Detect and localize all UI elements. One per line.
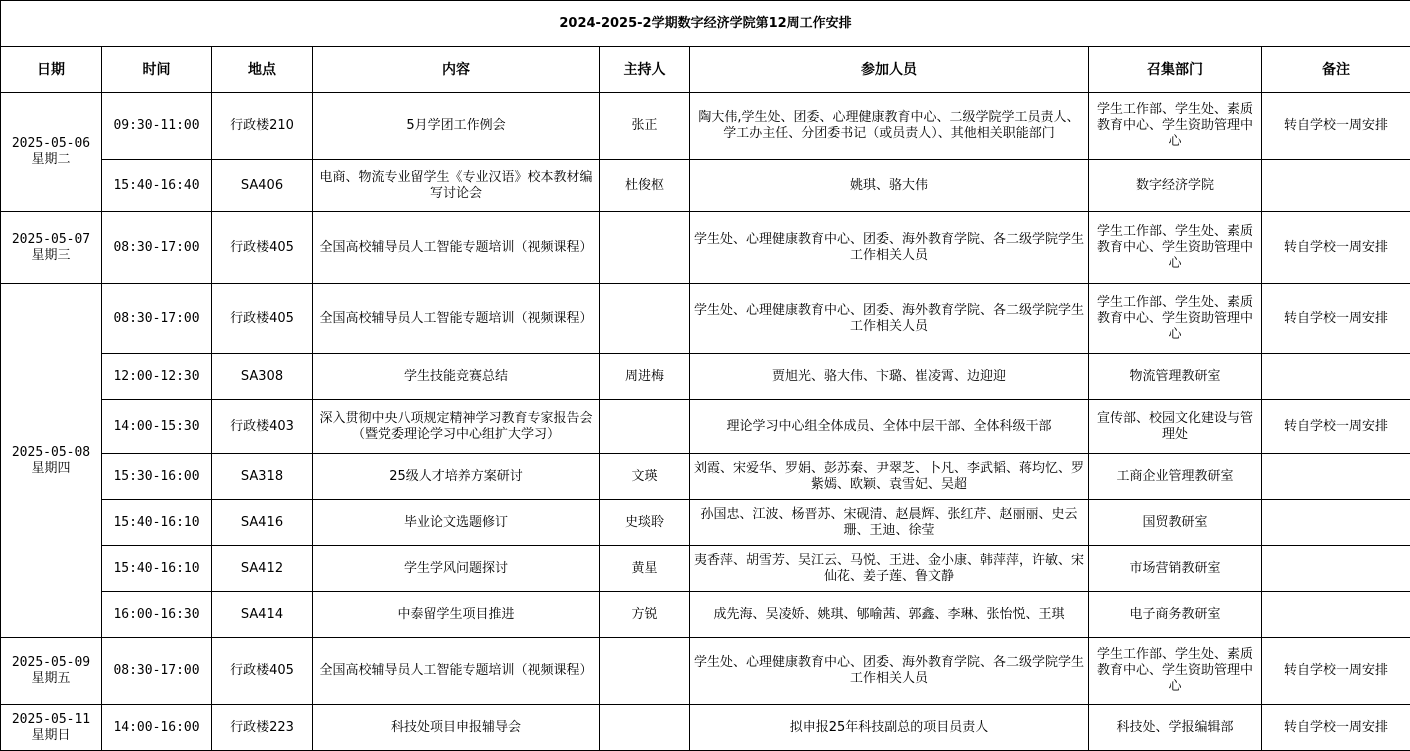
note-cell: 转自学校一周安排 [1262,284,1410,354]
header-place: 地点 [212,47,313,93]
content-cell: 学生学风问题探讨 [313,546,600,592]
note-cell: 转自学校一周安排 [1262,93,1410,160]
dept-cell: 学生工作部、学生处、素质教育中心、学生资助管理中心 [1089,93,1262,160]
host-cell [600,638,690,705]
table-row [1,354,1410,400]
header-host: 主持人 [600,47,690,93]
dept-cell: 电子商务教研室 [1089,592,1262,638]
time-cell: 09:30-11:00 [102,93,212,160]
attendees-cell: 陶大伟,学生处、团委、心理健康教育中心、二级学院学工员责人、学工办主任、分团委书记（或员责人）、其他相关职能部门 [690,93,1089,160]
attendees-cell: 夷香萍、胡雪芳、吴江云、马悦、王进、金小康、韩萍萍，许敏、宋仙花、姜子莲、鲁文静 [690,546,1089,592]
content-cell: 学生技能竞赛总结 [313,354,600,400]
content-cell: 电商、物流专业留学生《专业汉语》校本教材编写讨论会 [313,160,600,212]
table-row [1,400,1410,454]
weekday-value: 星期五 [5,671,97,687]
weekday-value: 星期三 [5,248,97,264]
place-cell: 行政楼405 [212,284,313,354]
content-cell: 25级人才培养方案研讨 [313,454,600,500]
time-cell: 12:00-12:30 [102,354,212,400]
table-row [1,592,1410,638]
time-cell: 15:40-16:10 [102,500,212,546]
content-cell: 全国高校辅导员人工智能专题培训（视频课程） [313,212,600,284]
date-cell [1,284,102,638]
attendees-cell: 孙国忠、江波、杨晋苏、宋砚清、赵晨辉、张红芹、赵丽丽、史云珊、王迪、徐莹 [690,500,1089,546]
note-cell [1262,354,1410,400]
host-cell: 张正 [600,93,690,160]
table-row [1,454,1410,500]
content-cell: 5月学团工作例会 [313,93,600,160]
header-date: 日期 [1,47,102,93]
time-cell: 15:40-16:10 [102,546,212,592]
host-cell: 文瑛 [600,454,690,500]
table-row [1,93,1410,160]
note-cell: 转自学校一周安排 [1262,705,1410,751]
attendees-cell: 学生处、心理健康教育中心、团委、海外教育学院、各二级学院学生工作相关人员 [690,212,1089,284]
dept-cell: 宣传部、校园文化建设与管理处 [1089,400,1262,454]
time-cell: 08:30-17:00 [102,284,212,354]
time-cell: 15:30-16:00 [102,454,212,500]
place-cell: 行政楼405 [212,212,313,284]
attendees-cell: 贾旭光、骆大伟、卞璐、崔凌霄、边迎迎 [690,354,1089,400]
host-cell: 史琰聆 [600,500,690,546]
dept-cell: 工商企业管理教研室 [1089,454,1262,500]
dept-cell: 数字经济学院 [1089,160,1262,212]
date-cell [1,638,102,705]
host-cell: 方锐 [600,592,690,638]
table-row [1,160,1410,212]
host-cell: 杜俊枢 [600,160,690,212]
host-cell: 黄星 [600,546,690,592]
note-cell [1262,592,1410,638]
place-cell: SA414 [212,592,313,638]
dept-cell: 学生工作部、学生处、素质教育中心、学生资助管理中心 [1089,638,1262,705]
attendees-cell: 学生处、心理健康教育中心、团委、海外教育学院、各二级学院学生工作相关人员 [690,284,1089,354]
place-cell: 行政楼403 [212,400,313,454]
attendees-cell: 成先海、吴凌娇、姚琪、郇喻茜、郭鑫、李琳、张怡悦、王琪 [690,592,1089,638]
place-cell: SA416 [212,500,313,546]
note-cell [1262,546,1410,592]
content-cell: 全国高校辅导员人工智能专题培训（视频课程） [313,284,600,354]
header-row [1,47,1410,93]
note-cell: 转自学校一周安排 [1262,400,1410,454]
dept-cell: 科技处、学报编辑部 [1089,705,1262,751]
attendees-cell: 拟申报25年科技副总的项目员责人 [690,705,1089,751]
time-cell: 16:00-16:30 [102,592,212,638]
time-cell: 08:30-17:00 [102,212,212,284]
date-cell [1,93,102,212]
date-value: 2025-05-11 [5,712,97,728]
table-row [1,705,1410,751]
content-cell: 科技处项目申报辅导会 [313,705,600,751]
content-cell: 深入贯彻中央八项规定精神学习教育专家报告会 （暨党委理论学习中心组扩大学习） [313,400,600,454]
page-title: 2024-2025-2学期数字经济学院第12周工作安排 [1,1,1410,47]
place-cell: SA308 [212,354,313,400]
date-value: 2025-05-07 [5,232,97,248]
time-cell: 15:40-16:40 [102,160,212,212]
weekday-value: 星期二 [5,152,97,168]
place-cell: SA412 [212,546,313,592]
table-row [1,212,1410,284]
note-cell [1262,500,1410,546]
dept-cell: 市场营销教研室 [1089,546,1262,592]
header-content: 内容 [313,47,600,93]
date-cell [1,212,102,284]
place-cell: 行政楼223 [212,705,313,751]
date-cell [1,705,102,751]
note-cell: 转自学校一周安排 [1262,212,1410,284]
content-cell: 毕业论文选题修订 [313,500,600,546]
note-cell: 转自学校一周安排 [1262,638,1410,705]
date-value: 2025-05-06 [5,136,97,152]
dept-cell: 物流管理教研室 [1089,354,1262,400]
header-attendees: 参加人员 [690,47,1089,93]
header-note: 备注 [1262,47,1410,93]
place-cell: 行政楼405 [212,638,313,705]
dept-cell: 学生工作部、学生处、素质教育中心、学生资助管理中心 [1089,212,1262,284]
attendees-cell: 理论学习中心组全体成员、全体中层干部、全体科级干部 [690,400,1089,454]
time-cell: 14:00-15:30 [102,400,212,454]
time-cell: 14:00-16:00 [102,705,212,751]
host-cell [600,284,690,354]
table-row [1,284,1410,354]
table-row [1,546,1410,592]
place-cell: SA406 [212,160,313,212]
host-cell [600,705,690,751]
host-cell [600,400,690,454]
table-row [1,638,1410,705]
attendees-cell: 姚琪、骆大伟 [690,160,1089,212]
weekday-value: 星期日 [5,728,97,744]
place-cell: 行政楼210 [212,93,313,160]
note-cell [1262,454,1410,500]
date-value: 2025-05-09 [5,655,97,671]
dept-cell: 学生工作部、学生处、素质教育中心、学生资助管理中心 [1089,284,1262,354]
host-cell: 周进梅 [600,354,690,400]
attendees-cell: 刘霞、宋爱华、罗娟、彭苏秦、尹翠芝、卜凡、李武韬、蒋均忆、罗紫嫣、欧颖、袁雪妃、吴超 [690,454,1089,500]
table-row [1,500,1410,546]
header-dept: 召集部门 [1089,47,1262,93]
dept-cell: 国贸教研室 [1089,500,1262,546]
content-cell: 全国高校辅导员人工智能专题培训（视频课程） [313,638,600,705]
content-cell: 中泰留学生项目推进 [313,592,600,638]
host-cell [600,212,690,284]
weekday-value: 星期四 [5,461,97,477]
attendees-cell: 学生处、心理健康教育中心、团委、海外教育学院、各二级学院学生工作相关人员 [690,638,1089,705]
place-cell: SA318 [212,454,313,500]
date-value: 2025-05-08 [5,445,97,461]
note-cell [1262,160,1410,212]
header-time: 时间 [102,47,212,93]
time-cell: 08:30-17:00 [102,638,212,705]
